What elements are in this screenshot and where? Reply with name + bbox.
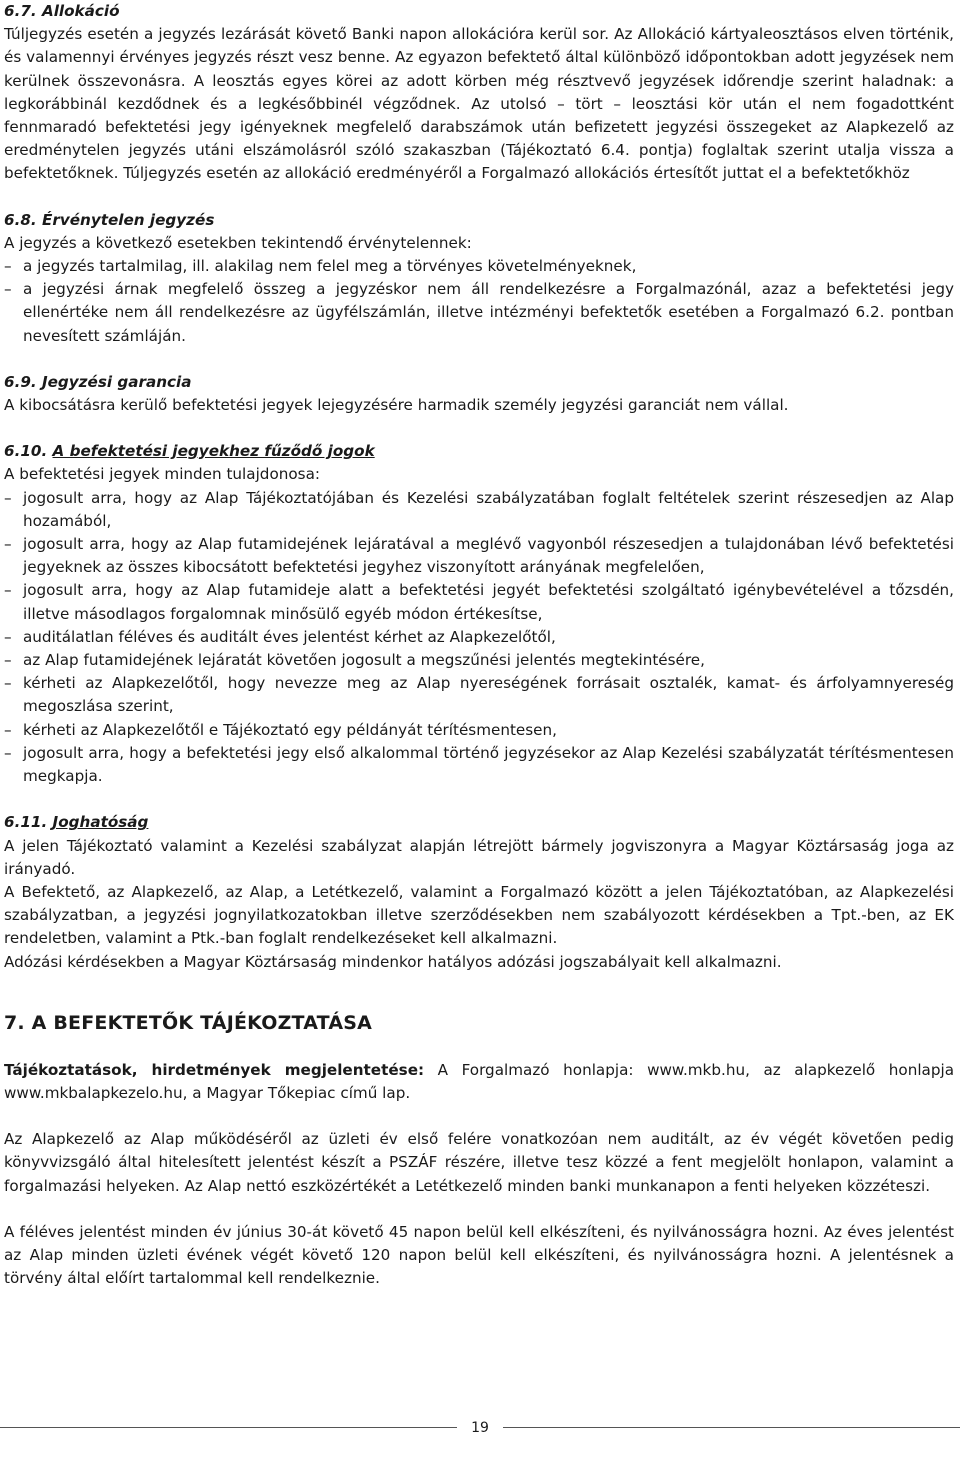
paragraph <box>4 1059 954 1105</box>
list-item: – a jegyzési árnak megfelelő összeg a jegyzéskor nem áll rendelkezésre a Forgalmazónál, azaz a befektetési jegy ellenértéke nem áll rendelkezésre az ügyfélszámlán, illetve intézményi befektetők esetében a Forgalmazó 6.2. pontban nevesített számláján. <box>4 278 954 348</box>
list-item: – a jegyzés tartalmilag, ill. alakilag nem felel meg a törvényes követelményeknek, <box>4 255 954 278</box>
chapter-title: 7. A BEFEKTETŐK TÁJÉKOZTATÁSA <box>4 1011 373 1034</box>
section-6-9 <box>4 371 954 417</box>
section-heading-text: Joghatóság <box>52 813 149 832</box>
section-6-11 <box>4 811 954 973</box>
page-footer <box>0 1416 960 1439</box>
paragraph: A Befektető, az Alapkezelő, az Alap, a Letétkezelő, valamint a Forgalmazó között a jelen Tájékoztatóban, az Alapkezelési szabályzatban, a jegyzési jognyilatkozatokban illetve szerződésekben nem szabályozott kérdésekben a Tpt.-ben, az EK rendeletben, valamint a Ptk.-ban foglalt rendelkezéseket kell alkalmazni. <box>4 882 954 948</box>
paragraph: A befektetési jegyek minden tulajdonosa: <box>4 465 320 484</box>
list-item: – jogosult arra, hogy az Alap futamideje alatt a befektetési jegyét befektetési szolgáltató igénybevételével a tőzsdén, illetve másodlagos forgalomnak minősülő egyéb módon értékesítse, <box>4 579 954 625</box>
paragraph: Az Alapkezelő az Alap működéséről az üzleti év első felére vonatkozóan nem auditált, az év végét követően pedig könyvvizsgáló által hitelesített jelentést készít a PSZÁF részére, illetve tesz közzé a fent megjelölt honlapon, valamint a forgalmazási helyeken. Az Alap nettó eszközértékét a Letétkezelő minden banki munkanapon a fenti helyeken közzéteszi. <box>4 1130 954 1195</box>
section-title: 6.8. Érvénytelen jegyzés <box>4 210 215 229</box>
section-title <box>4 440 954 463</box>
list-item: – kérheti az Alapkezelőtől, hogy nevezze meg az Alap nyereségének forrásait osztalék, kamat- és árfolyamnyereség megoszlása szerint, <box>4 672 954 718</box>
section-6-7 <box>4 0 954 186</box>
paragraph-text: A Forgalmazó honlapja: www.mkb.hu, az alapkezelő honlapja www.mkbalapkezelo.hu, a Magyar Tőkepiac című lap. <box>4 1060 955 1102</box>
lead-label: Tájékoztatások, hirdetmények megjelentetése: <box>4 1060 425 1079</box>
list-item: – jogosult arra, hogy az Alap futamidejének lejáratával a meglévő vagyonból részesedjen a tulajdonában lévő befektetési jegyeknek az összes kibocsátott befektetési jegyhez viszonyított arányának megfelelően, <box>4 533 954 579</box>
section-title: 6.7. Allokáció <box>4 2 120 20</box>
section-6-10 <box>4 440 954 788</box>
paragraph: A jelen Tájékoztató valamint a Kezelési szabályzat alapján létrejött bármely jogviszonyra a Magyar Köztársaság joga az irányadó. <box>4 836 954 878</box>
paragraph: A jegyzés a következő esetekben tekintendő érvénytelennek: <box>4 233 472 252</box>
document-page <box>4 0 954 1290</box>
section-number: 6.11. <box>4 813 48 832</box>
list-item: – az Alap futamidejének lejáratát követően jogosult a megszűnési jelentés megtekintésére, <box>4 649 954 672</box>
dash-list <box>4 487 954 789</box>
list-item: – kérheti az Alapkezelőtől e Tájékoztató egy példányát térítésmentesen, <box>4 719 954 742</box>
paragraph: Túljegyzés esetén a jegyzés lezárását követő Banki napon allokációra kerül sor. Az Allokáció kártyaleosztásos elven történik, és valamennyi érvényes jegyzés részt vesz benne. Az egyazon befektető által különböző időpontokban adott jegyzések nem kerülnek összevonásra. A leosztás egyes körei az adott körben még résztvevő jegyzések időrendje szerint haladnak: a legkorábbinál kezdődnek és a legkésőbbinél végződnek. Az utolsó – tört – leosztási kör után el nem fogadottként fennmaradó befektetési jegy igényeknek megfelelő darabszámok után befizetett jegyzési összegeket az Alapkezelő az eredménytelen jegyzés utáni elszámolásról szóló szakaszban (Tájékoztató 6.4. pontja) foglaltak szerint utalja vissza a befektetőknek. Túljegyzés esetén az allokáció eredményéről a Forgalmazó allokációs értesítőt juttat el a befektetőkhöz <box>4 25 954 183</box>
section-heading-text: A befektetési jegyekhez fűződő jogok <box>52 442 375 461</box>
list-item: – jogosult arra, hogy a befektetési jegy első alkalommal történő jegyzésekor az Alap Kezelési szabályzatát térítésmentesen megkapja. <box>4 742 954 788</box>
section-title: 6.9. Jegyzési garancia <box>4 372 192 391</box>
paragraph: A kibocsátásra kerülő befektetési jegyek lejegyzésére harmadik személy jegyzési garanciát nem vállal. <box>4 396 789 415</box>
section-title <box>4 811 954 834</box>
list-item: – jogosult arra, hogy az Alap Tájékoztatójában és Kezelési szabályzatában foglalt feltételek szerint részesedjen az Alap hozamából, <box>4 487 954 533</box>
paragraph: Adózási kérdésekben a Magyar Köztársaság mindenkor hatályos adózási jogszabályait kell alkalmazni. <box>4 952 782 971</box>
section-6-8 <box>4 209 954 348</box>
dash-list <box>4 255 954 348</box>
paragraph: A féléves jelentést minden év június 30-át követő 45 napon belül kell elkészíteni, és nyilvánosságra hozni. Az éves jelentést az Alap minden üzleti évének végét követő 120 napon belül kell elkészíteni, és nyilvánosságra hozni. A jelentésnek a törvény által előírt tartalommal kell rendelkeznie. <box>4 1222 954 1288</box>
list-item: – auditálatlan féléves és auditált éves jelentést kérhet az Alapkezelőtől, <box>4 626 954 649</box>
page-number: 19 <box>457 1417 503 1439</box>
chapter-7 <box>4 1010 954 1291</box>
section-number: 6.10. <box>4 442 48 461</box>
